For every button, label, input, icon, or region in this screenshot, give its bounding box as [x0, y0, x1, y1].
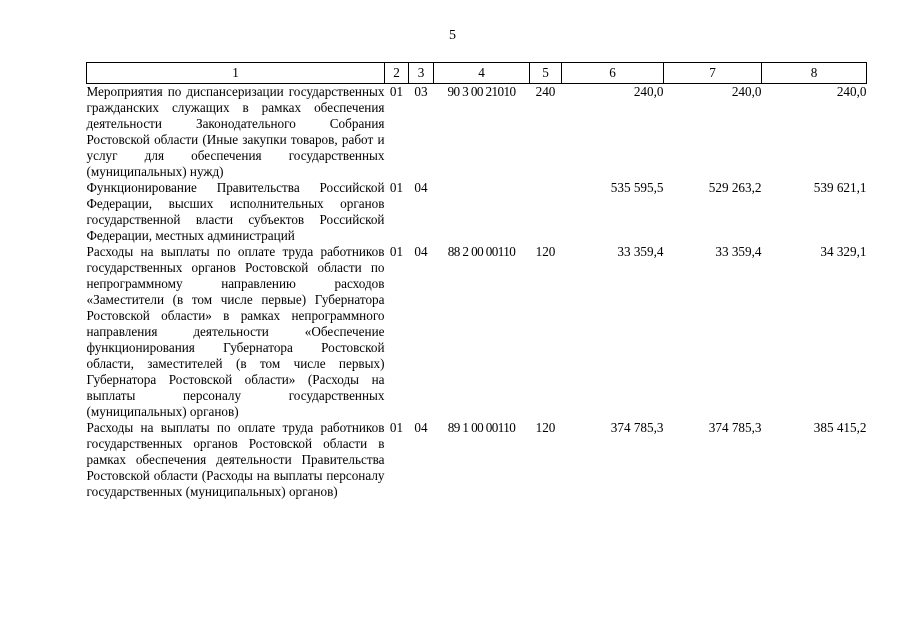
column-header-3: 3: [409, 63, 434, 84]
column-header-5: 5: [530, 63, 562, 84]
expense-type-code: 120: [535, 244, 556, 259]
column-header-1: 1: [87, 63, 385, 84]
amount-year-3: 539 621,1: [813, 180, 867, 195]
expense-name: Расходы на выплаты по оплате труда работников государственных органов Ростовской области по непрограммному направлению расходов «Заместители (в том числе первые) Губернатора Ростовской области» в рамках непрограммного направления деятельности «Обеспечение функционирования Губернатора Ростовской области, заместителей (в том числе первых) Губернатора Ростовской области» (Расходы на выплаты персоналу государственных (муниципальных) органов): [86, 244, 385, 419]
table-row: [87, 244, 867, 420]
expense-type-code: [530, 180, 562, 244]
section-code: 01: [389, 84, 404, 99]
section-code: 01: [389, 180, 404, 195]
amount-year-2: 240,0: [731, 84, 762, 99]
expense-type-code: 240: [535, 84, 556, 99]
page-number: 5: [449, 28, 456, 43]
target-article-code: 88 2 00 00110: [447, 244, 516, 259]
section-code: 01: [389, 244, 404, 259]
column-header-2: 2: [385, 63, 409, 84]
expense-name: Функционирование Правительства Российской Федерации, высших исполнительных органов государственной власти субъектов Российской Федерации, местных администраций: [86, 180, 385, 243]
subsection-code: 03: [414, 84, 428, 99]
target-article-code: [434, 180, 530, 244]
expense-name: Мероприятия по диспансеризации государственных гражданских служащих в рамках обеспечения деятельности Законодательного Собрания Ростовской области (Иные закупки товаров, работ и услуг для обеспечения государственных (муниципальных) нужд): [86, 84, 385, 179]
amount-year-2: 374 785,3: [708, 420, 762, 435]
amount-year-1: 33 359,4: [617, 244, 664, 259]
amount-year-1: 535 595,5: [610, 180, 664, 195]
budget-table: [86, 62, 867, 500]
amount-year-1: 240,0: [633, 84, 664, 99]
amount-year-2: 529 263,2: [708, 180, 762, 195]
amount-year-2: 33 359,4: [715, 244, 762, 259]
amount-year-3: 240,0: [836, 84, 867, 99]
table-row: [87, 180, 867, 244]
table-row: [87, 420, 867, 500]
column-header-7: 7: [664, 63, 762, 84]
header-row: [87, 63, 867, 84]
section-code: 01: [389, 420, 404, 435]
target-article-code: 90 3 00 21010: [447, 84, 516, 99]
target-article-code: 89 1 00 00110: [447, 420, 516, 435]
column-header-6: 6: [562, 63, 664, 84]
amount-year-1: 374 785,3: [610, 420, 664, 435]
subsection-code: 04: [414, 244, 428, 259]
expense-type-code: 120: [535, 420, 556, 435]
table-row: [87, 84, 867, 181]
column-header-8: 8: [762, 63, 867, 84]
amount-year-3: 34 329,1: [820, 244, 867, 259]
amount-year-3: 385 415,2: [813, 420, 867, 435]
subsection-code: 04: [414, 180, 428, 195]
expense-name: Расходы на выплаты по оплате труда работников государственных органов Ростовской области в рамках обеспечения деятельности Правительства Ростовской области (Расходы на выплаты персоналу государственных (муниципальных) органов): [86, 420, 385, 499]
column-header-4: 4: [434, 63, 530, 84]
subsection-code: 04: [414, 420, 428, 435]
